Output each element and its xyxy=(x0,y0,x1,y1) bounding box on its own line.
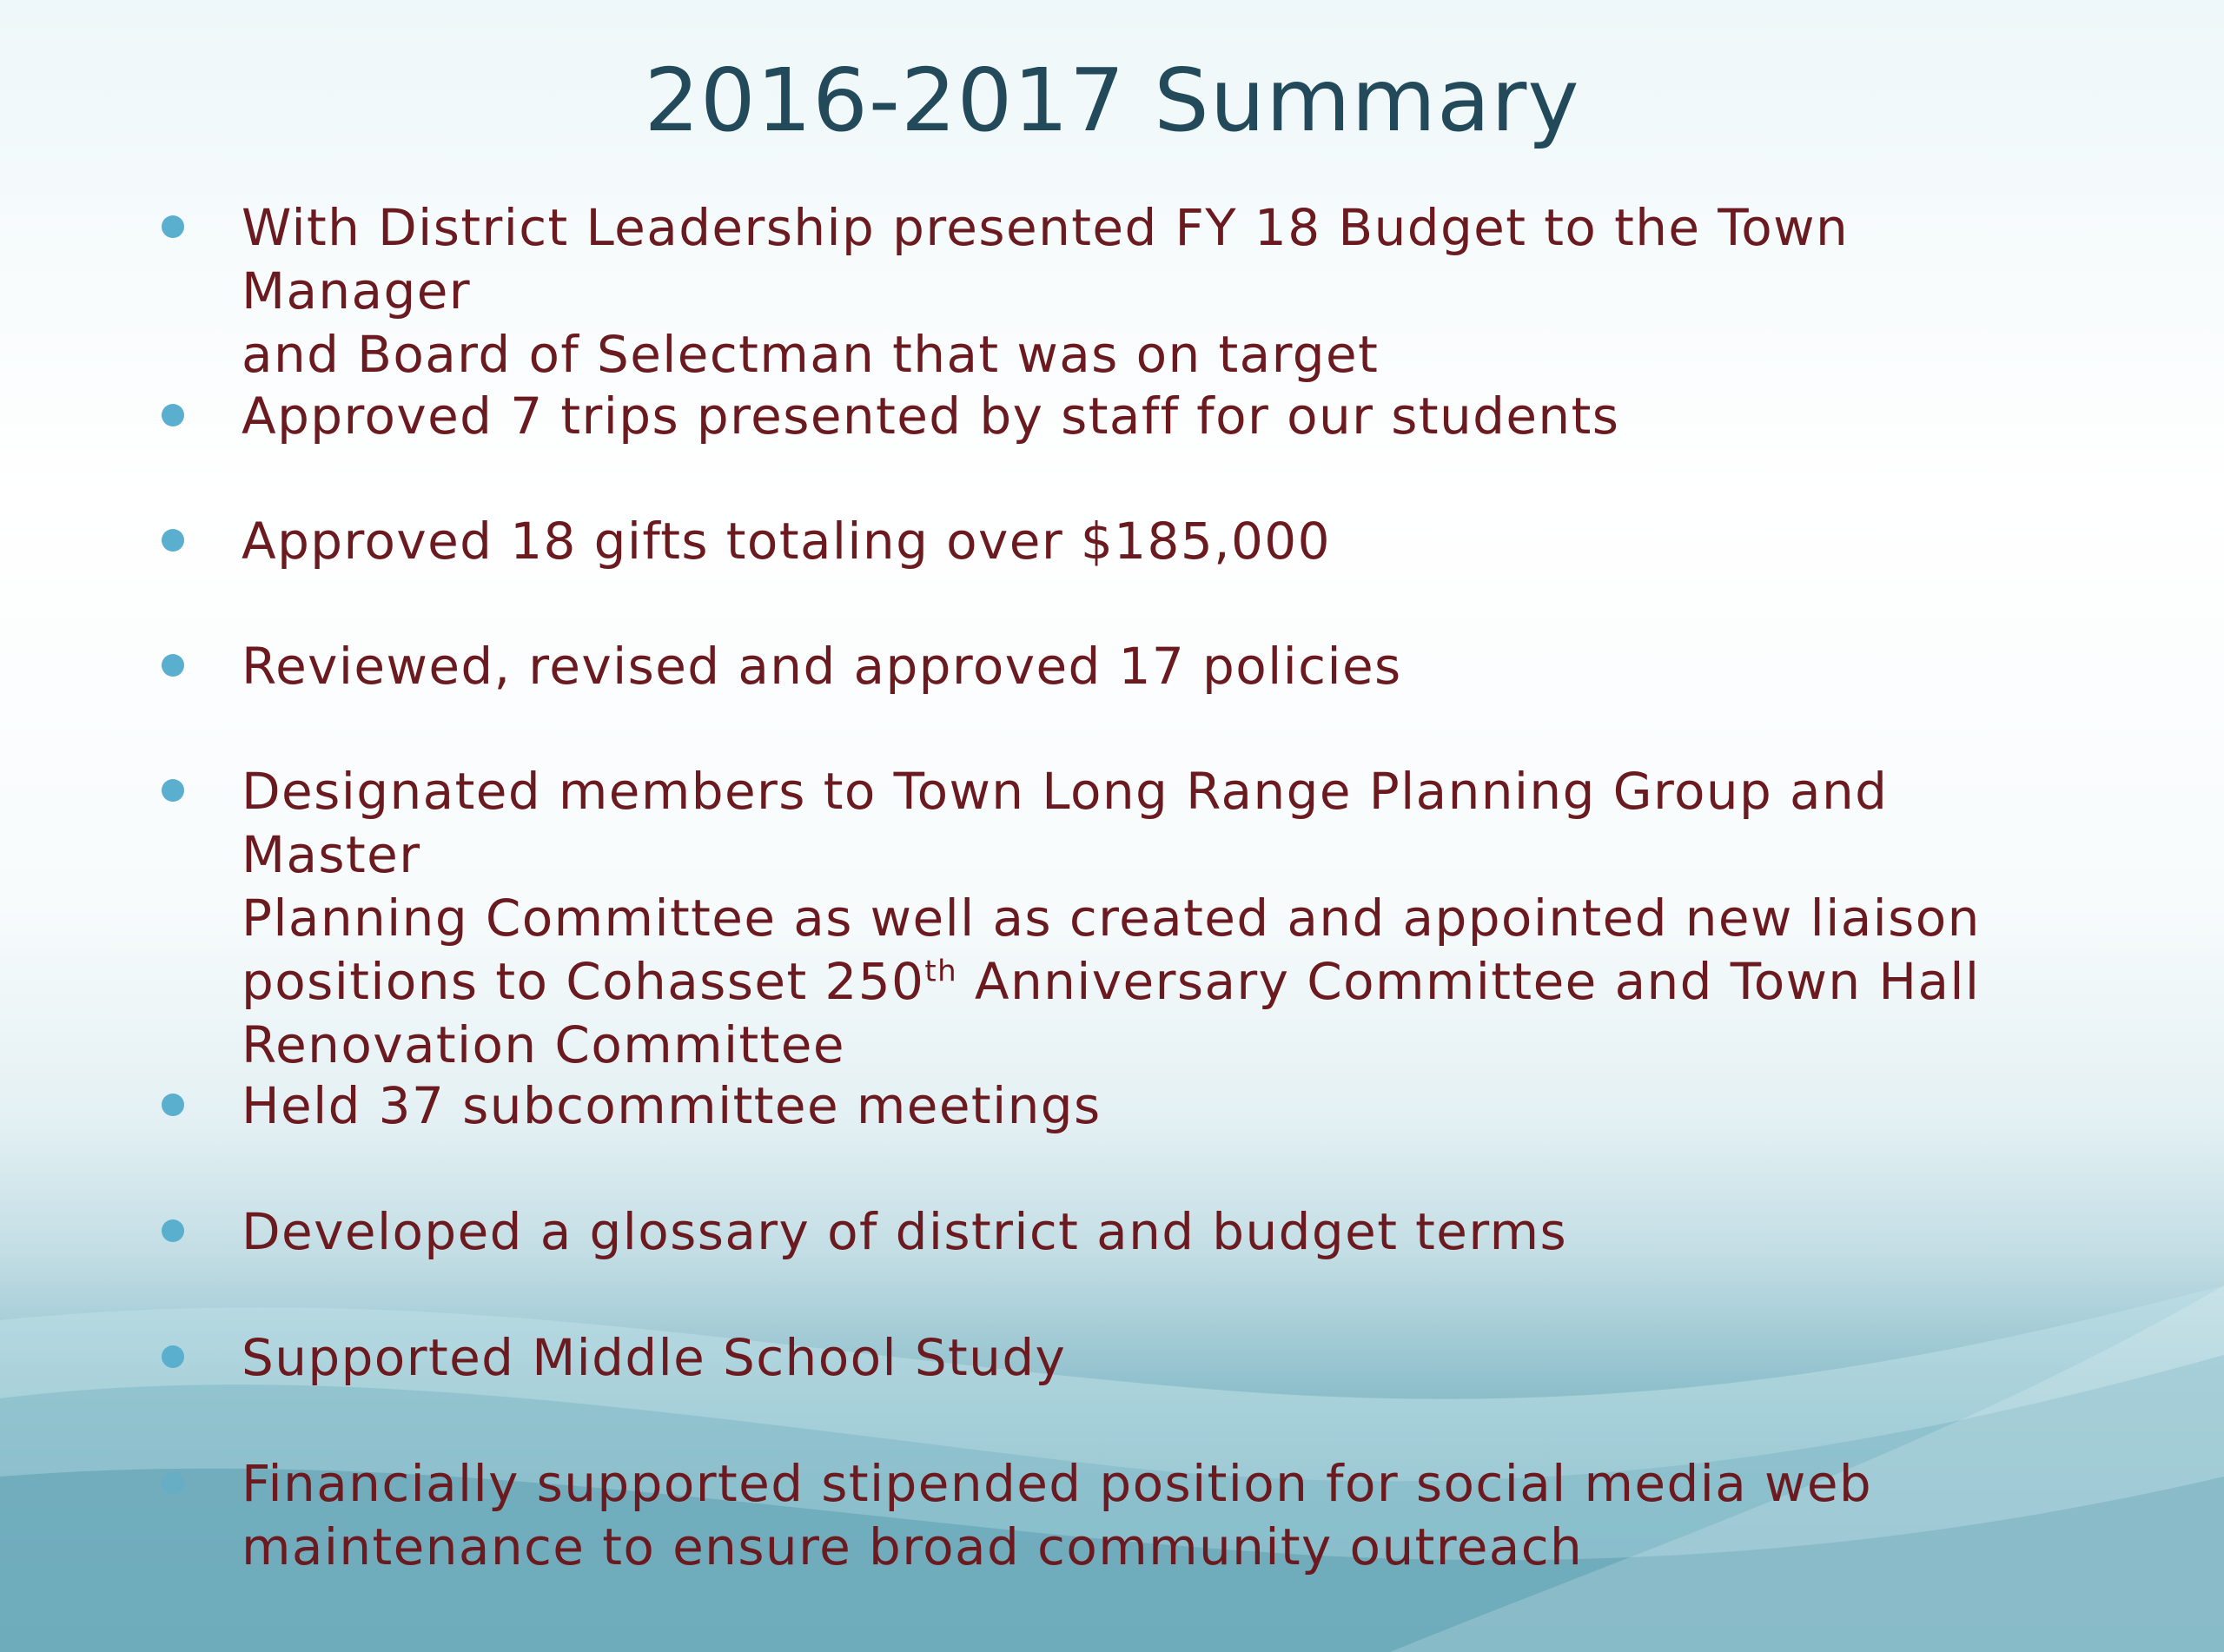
line-text: positions to Cohasset 250 xyxy=(242,952,925,1011)
list-item-text xyxy=(242,1326,2049,1390)
list-item-line: Renovation Committee xyxy=(242,1015,845,1074)
line-text: Anniversary Committee and Town Hall xyxy=(957,952,1981,1011)
list-item-text xyxy=(242,760,2049,1077)
bullet-icon xyxy=(162,654,184,677)
list-item-line: Financially supported stipended position for social media web xyxy=(242,1454,1873,1513)
list-item-line: Designated members to Town Long Range Planning Group and Master xyxy=(242,762,1889,884)
list-item-text xyxy=(242,635,2049,698)
list-item-text xyxy=(242,196,2049,387)
list-item-line xyxy=(242,950,2049,1014)
bullet-icon xyxy=(162,1471,184,1494)
list-item-text xyxy=(242,1452,2049,1579)
list-item-line: maintenance to ensure broad community outreach xyxy=(242,1517,1584,1576)
list-item-line: Approved 18 gifts totaling over $185,000 xyxy=(242,512,1331,571)
bullet-icon xyxy=(162,779,184,802)
bullet-icon xyxy=(162,1345,184,1368)
bullet-icon xyxy=(162,215,184,238)
list-item-line: Supported Middle School Study xyxy=(242,1328,1067,1387)
list-item-line: Reviewed, revised and approved 17 policies xyxy=(242,637,1402,696)
list-item-line: Approved 7 trips presented by staff for our students xyxy=(242,387,1620,446)
bullet-icon xyxy=(162,1219,184,1242)
list-item-line: With District Leadership presented FY 18 Budget to the Town Manager xyxy=(242,198,1850,320)
bullet-icon xyxy=(162,404,184,426)
list-item-line: and Board of Selectman that was on target xyxy=(242,325,1380,384)
list-item-text xyxy=(242,385,2049,448)
list-item-line: Developed a glossary of district and budget terms xyxy=(242,1202,1568,1261)
bullet-icon xyxy=(162,1094,184,1116)
list-item-text xyxy=(242,510,2049,573)
ordinal-suffix: th xyxy=(924,954,958,989)
list-item-text xyxy=(242,1200,2049,1264)
bullet-icon xyxy=(162,529,184,552)
list-item-line: Held 37 subcommittee meetings xyxy=(242,1076,1102,1135)
slide-title: 2016-2017 Summary xyxy=(644,50,1580,151)
list-item-line: Planning Committee as well as created and appointed new liaison xyxy=(242,889,1981,948)
list-item-text xyxy=(242,1074,2049,1138)
